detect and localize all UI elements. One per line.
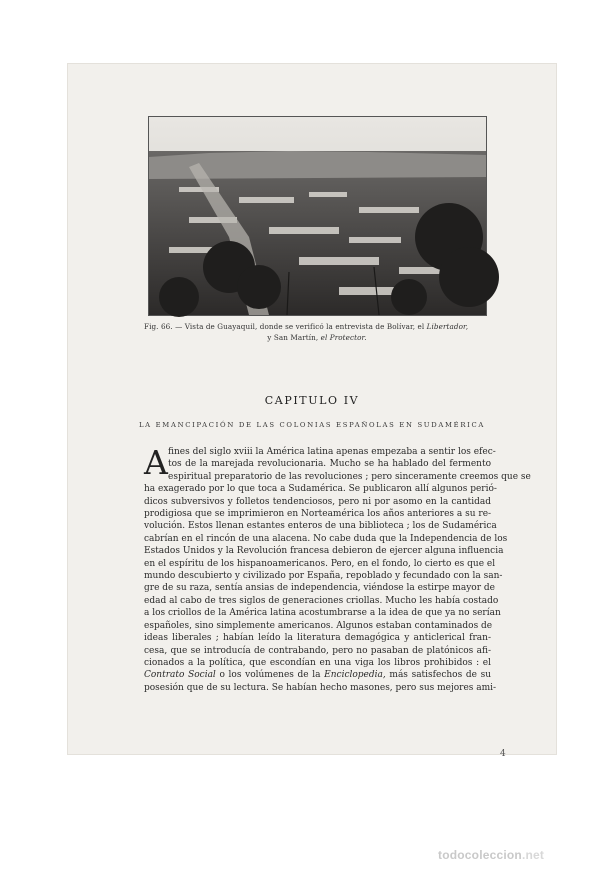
figure-caption: [144, 321, 490, 343]
text-line: tos de la marejada revolucionaria. Mucho se ha hablado del fermento: [168, 459, 491, 470]
text-line-mixed: [144, 669, 491, 681]
caption-text: Fig. 66. — Vista de Guayaquil, donde se verificó la entrevista de Bolívar, el: [144, 322, 425, 331]
chapter-title: CAPITULO IV: [264, 394, 360, 407]
page-mark: 4: [500, 749, 506, 759]
text-line: edad al cabo de tres siglos de generaciones criollas. Mucho les había costado: [144, 595, 499, 606]
text-line: posesión que de su lectura. Se habían hecho masones, pero sus mejores ami-: [144, 682, 497, 693]
guayaquil-photo: [148, 116, 487, 316]
text-fragment: más satisfechos de su: [389, 670, 491, 681]
drop-cap: A: [144, 443, 168, 482]
text-line: dicos subversivos y folletos tendenciosos, pero ni por asomo en la cantidad: [144, 496, 491, 507]
text-line: prodigiosa que se imprimieron en Norteamérica los años anteriores a su re-: [144, 509, 492, 520]
watermark-brand: todocoleccion: [438, 848, 522, 862]
text-line: espiritual preparatorio de las revoluciones ; pero sinceramente creemos que se: [168, 471, 531, 482]
text-line: ideas liberales ; habían leído la literatura demagógica y anticlerical fran-: [144, 633, 491, 644]
text-line: ha exagerado por lo que toca a Sudamérica. Se publicaron allí algunos perió-: [144, 484, 497, 495]
chapter-subtitle: LA EMANCIPACIÓN DE LAS COLONIAS ESPAÑOLAS EN SUDAMÉRICA: [138, 421, 486, 429]
text-line: cionados a la política, que escondían en una viga los libros prohibidos : el: [144, 657, 491, 668]
caption-italic-libertador: Libertador,: [426, 322, 469, 331]
italic-enciclopedia: Enciclopedia,: [324, 670, 386, 681]
text-line: cabrían en el rincón de una alacena. No cabe duda que la Independencia de los: [144, 533, 508, 544]
book-page: [68, 64, 556, 759]
text-line: Estados Unidos y la Revolución francesa debieron de ejercer alguna influencia: [144, 546, 504, 557]
watermark: [438, 848, 544, 862]
text-line: fines del siglo xviii la América latina apenas empezaba a sentir los efec-: [168, 447, 496, 457]
text-line: a los criollos de la América latina acostumbrarse a la idea de que ya no serían: [144, 608, 501, 619]
text-fragment: o los volúmenes de la: [219, 670, 321, 681]
text-line: españoles, sino simplemente americanos. Algunos estaban contaminados de: [144, 620, 493, 631]
body-text: [144, 443, 531, 694]
text-line: cesa, que se introducía de contrabando, pero no pasaban de platónicos afi-: [144, 645, 491, 656]
text-line: en el espíritu de los hispanoamericanos. Pero, en el fondo, lo cierto es que el: [144, 558, 496, 569]
watermark-suffix: .net: [521, 848, 545, 862]
text-line: gre de su raza, sentía ansias de independencia, viéndose la estirpe mayor de: [144, 583, 495, 594]
caption-text-2: y San Martín,: [267, 333, 319, 342]
text-line: mundo descubierto y civilizado por España, repoblado y fecundado con la san-: [144, 571, 503, 582]
text-line: volución. Estos llenan estantes enteros de una biblioteca ; los de Sudamérica: [144, 521, 497, 532]
caption-italic-protector: el Protector.: [320, 333, 367, 342]
italic-contrato-social: Contrato Social: [144, 670, 216, 681]
